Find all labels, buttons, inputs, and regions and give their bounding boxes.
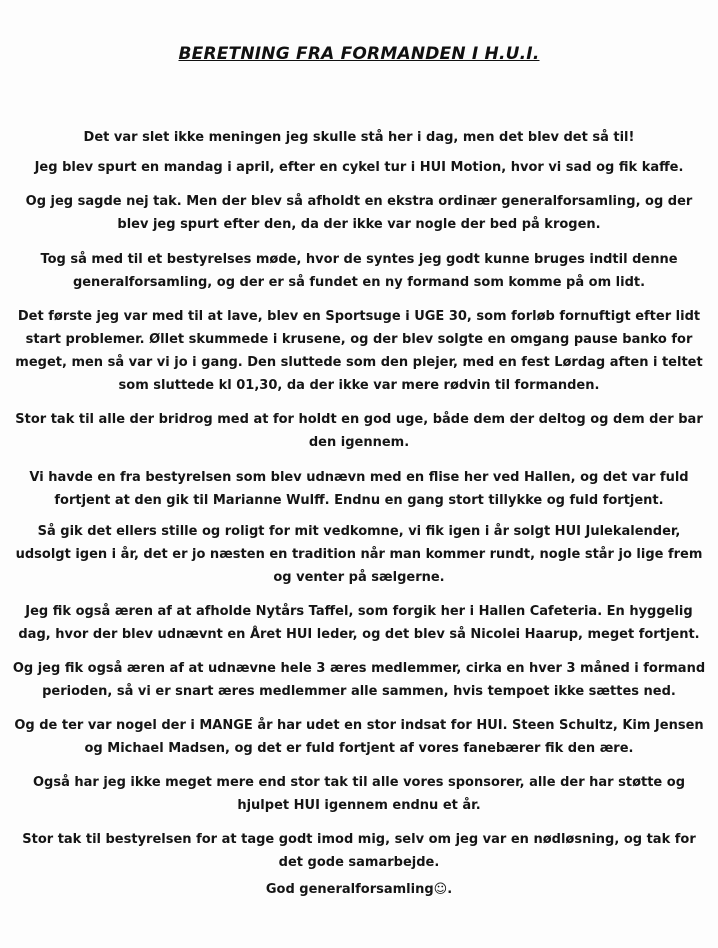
document-title: BERETNING FRA FORMANDEN I H.U.I. (178, 44, 540, 64)
paragraph-declined: Og jeg sagde nej tak. Men der blev så afholdt en ekstra ordinær generalforsamling, og der blev jeg spurt efter den, da der ikke var nogle der bed på krogen. (25, 194, 693, 232)
paragraph-thanks-week: Stor tak til alle der bridrog med at for holdt en god uge, både dem der deltog og dem der bar den igennem. (15, 412, 703, 450)
paragraph-sponsorer: Også har jeg ikke meget mere end stor tak til alle vores sponsorer, alle der har støtte og hjulpet HUI igennem endnu et år. (32, 775, 686, 813)
paragraph-asked: Jeg blev spurt en mandag i april, efter en cykel tur i HUI Motion, hvor vi sad og fik kaffe. (34, 160, 684, 175)
paragraph-aeresmedlemmer: Og jeg fik også æren af at udnævne hele 3 æres medlemmer, cirka en hver 3 måned i formand perioden, så vi er snart æres medlemmer alle sammen, hvis tempoet ikke sættes ned. (12, 661, 706, 699)
paragraph-intro: Det var slet ikke meningen jeg skulle stå her i dag, men det blev det så til! (83, 130, 635, 145)
paragraph-bestyrelse-thanks: Stor tak til bestyrelsen for at tage godt imod mig, selv om jeg var en nødløsning, og tak for det gode samarbejde. (22, 832, 696, 870)
paragraph-board-meeting: Tog så med til et bestyrelses møde, hvor de syntes jeg godt kunne bruges indtil denne generalforsamling, og der er så fundet en ny formand som komme på om lidt. (40, 252, 678, 290)
paragraph-julekalender: Så gik det ellers stille og roligt for mit vedkomne, vi fik igen i år solgt HUI Julekalender, udsolgt igen i år, det er jo næsten en tradition når man kommer rundt, nogle står jo lige frem og venter på sælgerne. (15, 524, 703, 585)
paragraph-closing: God generalforsamling☺. (265, 882, 453, 897)
paragraph-sportsuge: Det første jeg var med til at lave, blev en Sportsuge i UGE 30, som forløb fornuftigt efter lidt start problemer. Øllet skummede i krusene, og der blev solgte en omgang pause banko for meget, men så var vi jo i gang. Den sluttede som den plejer, med en fest Lørdag aften i teltet som sluttede kl 01,30, da der ikke var mere rødvin til formanden. (15, 309, 703, 393)
paragraph-flise: Vi havde en fra bestyrelsen som blev udnævn med en flise her ved Hallen, og det var fuld fortjent at den gik til Marianne Wulff. Endnu en gang stort tillykke og fuld fortjent. (29, 470, 689, 508)
paragraph-fanebaerer: Og de ter var nogel der i MANGE år har udet en stor indsat for HUI. Steen Schultz, Kim Jensen og Michael Madsen, og det er fuld fortjent af vores fanebærer fik den ære. (14, 718, 704, 756)
paragraph-nytaarstaffel: Jeg fik også æren af at afholde Nytårs Taffel, som forgik her i Hallen Cafeteria. En hyggelig dag, hvor der blev udnævnt en Året HUI leder, og det blev så Nicolei Haarup, meget fortjent. (18, 604, 700, 642)
